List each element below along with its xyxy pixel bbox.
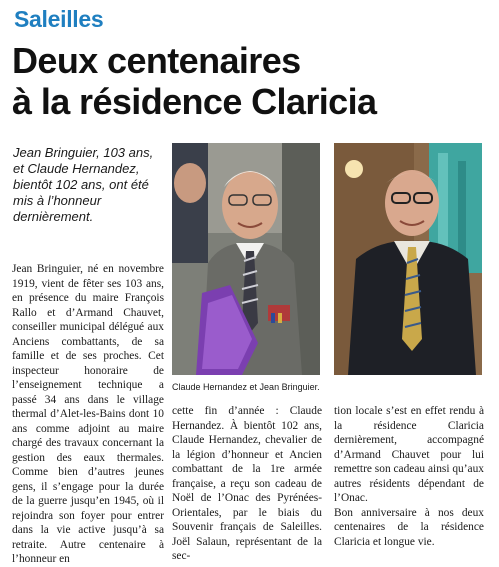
headline-line-1: Deux centenaires: [12, 40, 301, 81]
article-column-2: [172, 404, 322, 562]
portrait-seated-man-image: [172, 143, 320, 375]
column-2-text: cette fin d’année : Claude Hernandez. À bientôt 102 ans, Claude Hernandez, chevalier de la légion d’honneur et Ancien combattant de la 1re armée française, a reçu son cadeau de Noël de l’Onac des Pyrénées-Orientales, par le biais du Souvenir français de Saleilles. Joël Salaun, représentant de la sec-: [172, 405, 322, 562]
column-3-text: tion locale s’est en effet rendu à la résidence Claricia dernièrement, accompagné d’Armand Chauvet pour lui remettre son cadeau ainsi qu’aux autres résidents dépendant de l’Onac.: [334, 405, 484, 504]
photo-jean-bringuier: [334, 143, 482, 375]
portrait-standing-man-image: [334, 143, 482, 375]
article-column-1: [12, 262, 164, 565]
article-standfirst: Jean Bringuier, 103 ans, et Claude Hernandez, bientôt 102 ans, ont été mis à l’honneur dernièrement.: [13, 145, 154, 224]
article-column-3: [334, 404, 484, 550]
headline-line-2: à la résidence Claricia: [12, 81, 377, 122]
column-1-text: Jean Bringuier, né en novembre 1919, vient de fêter ses 103 ans, en présence du maire François Rallo et d’Armand Chauvet, conseiller municipal délégué aux Anciens combattants, de sa famille et de ses proches. Cet inspecteur honoraire de l’enseignement technique a passé 34 ans dans le village thermal d’Alet-les-Bains dont 10 ans comme adjoint au maire chargé des travaux concernant la gestion des eaux thermales. Comme bien d’autres jeunes gens, il s’engage pour la durée de la guerre jusqu’en 1945, où il rejoindra son foyer pour entrer dans la vie active jusqu’à sa retraite. Autre centenaire à l’honneur en: [12, 263, 164, 565]
photo-claude-hernandez: [172, 143, 320, 375]
photo-caption: Claude Hernandez et Jean Bringuier.: [172, 382, 320, 392]
column-3-closing: Bon anniversaire à nos deux centenaires de la résidence Claricia et longue vie.: [334, 506, 484, 548]
location-kicker: Saleilles: [14, 6, 104, 32]
article-headline: [12, 40, 492, 122]
